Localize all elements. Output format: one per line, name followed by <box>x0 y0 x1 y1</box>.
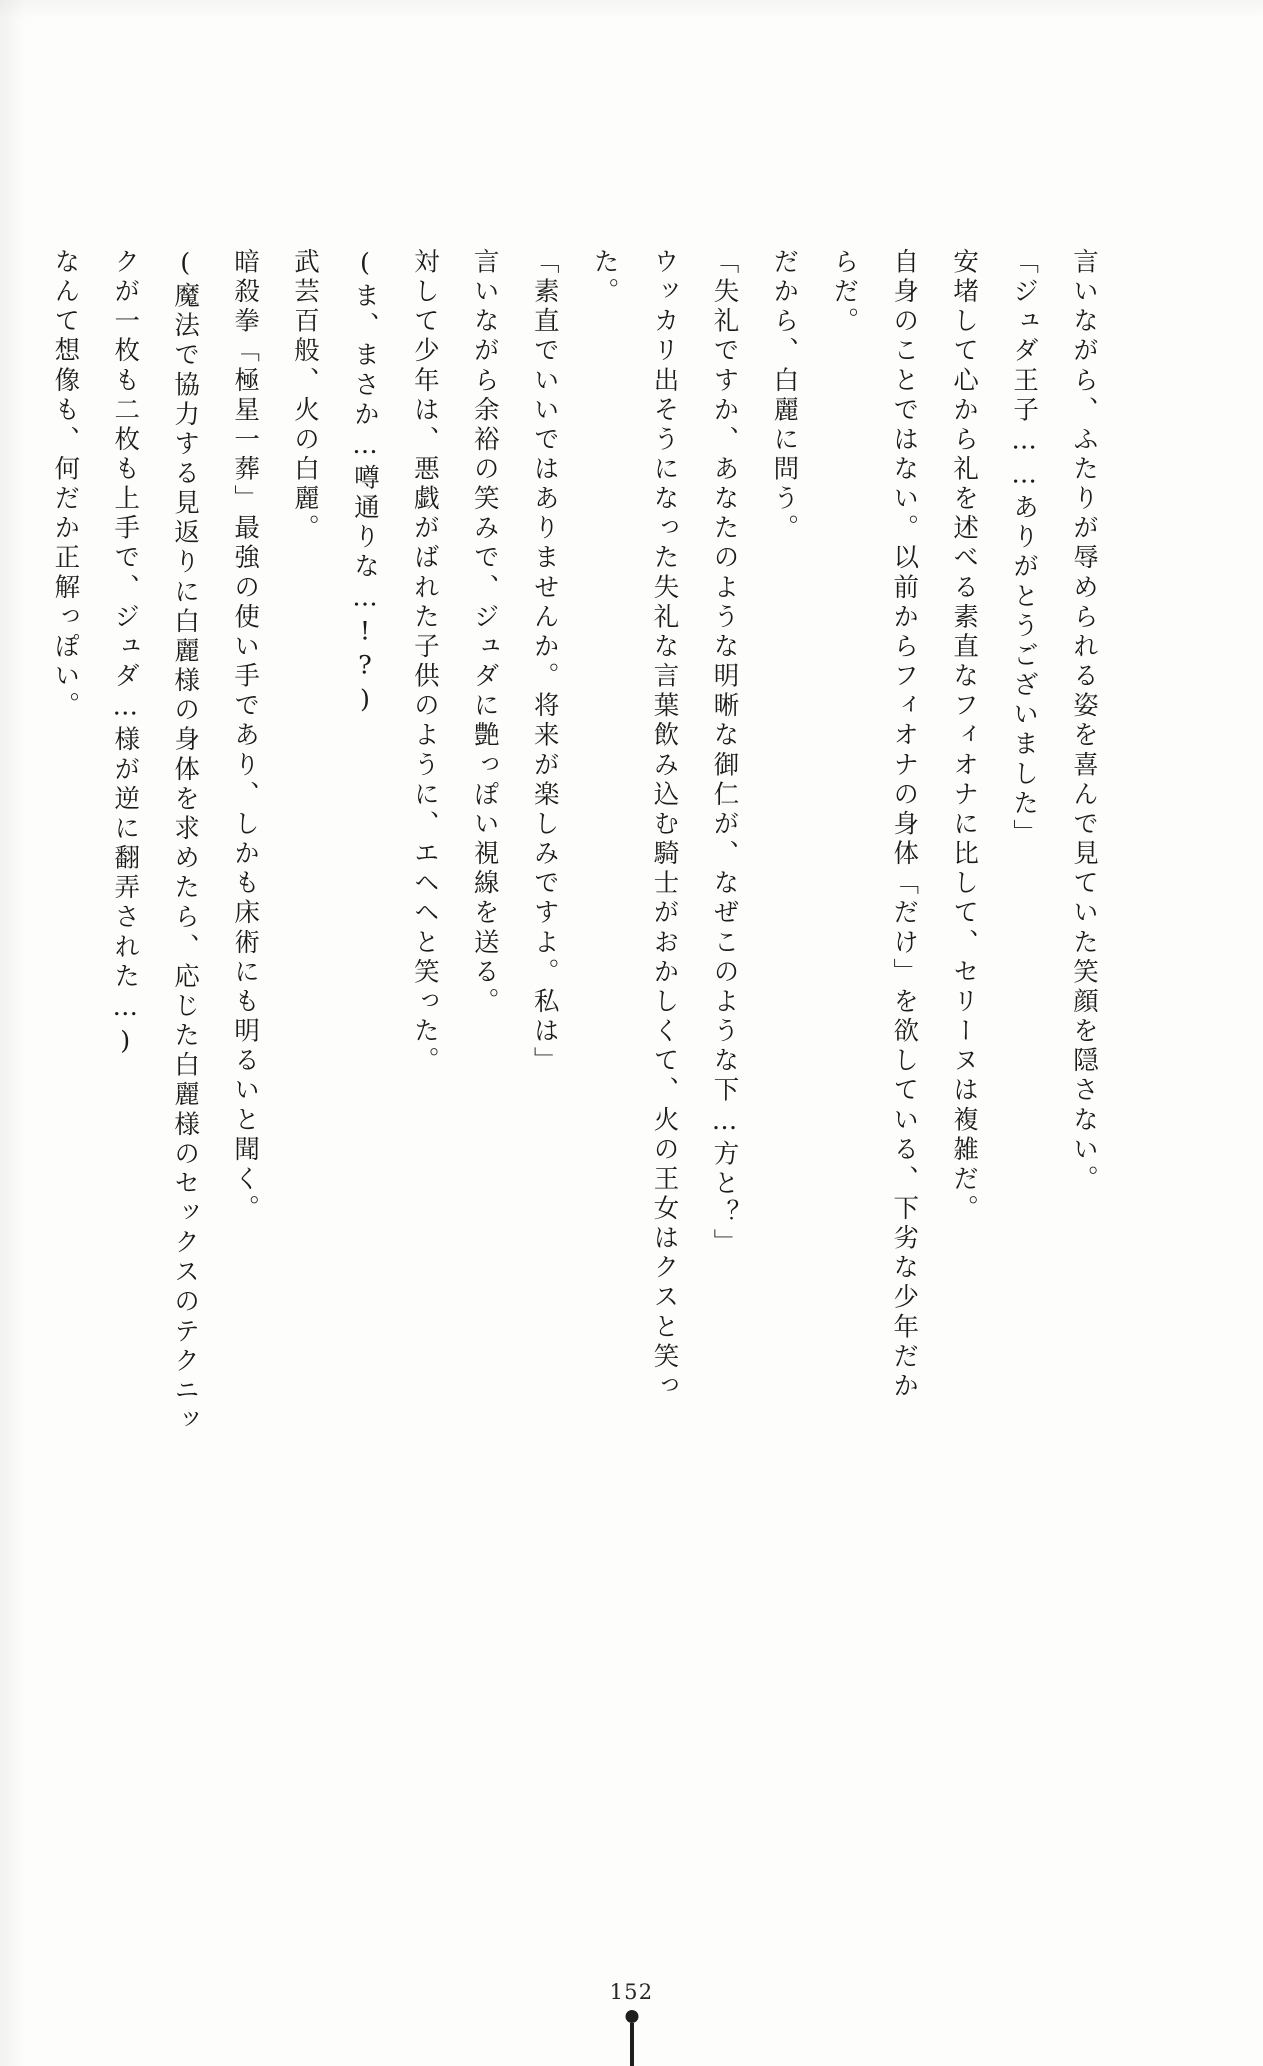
paragraph: 武芸百般、火の白麗。 <box>290 248 321 544</box>
paragraph: 「失礼ですか、あなたのような明晰な御仁が、なぜこのような下…方と？」 <box>709 248 740 1259</box>
paragraph: (魔法で協力する見返りに白麗様の身体を求めたら、応じた白麗様のセックスのテクニッ <box>170 248 201 1436</box>
paragraph: (ま、まさか…噂通りな…!?) <box>349 248 380 719</box>
paragraph: ウッカリ出そうになった失礼な言葉飲み込む騎士がおかしくて、火の王女はクスと笑っ <box>649 248 680 1402</box>
footer-mark-dot-icon <box>625 2010 638 2023</box>
paragraph: クが一枚も二枚も上手で、ジュダ…様が逆に翻弄された…) <box>110 248 141 1061</box>
paragraph: 「ジュダ王子……ありがとうございました」 <box>1009 248 1040 849</box>
paragraph: 自身のことではない。以前からフィオナの身体「だけ」を欲している、下劣な少年だか <box>889 248 920 1402</box>
page-edge-shading-top <box>0 0 1263 20</box>
paragraph: 言いながら余裕の笑みで、ジュダに艶っぽい視線を送る。 <box>469 248 500 1018</box>
paragraph: なんて想像も、何だか正解っぽい。 <box>50 248 81 722</box>
vertical-text-body <box>50 248 1113 1748</box>
footer-mark-stem-icon <box>630 2023 634 2066</box>
paragraph: 安堵して心から礼を述べる素直なフィオナに比して、セリーヌは複雑だ。 <box>949 248 980 1225</box>
paragraph: 言いながら、ふたりが辱められる姿を喜んで見ていた笑顔を隠さない。 <box>1069 248 1099 1195</box>
page-number: 152 <box>609 1980 654 2004</box>
paragraph: らだ。 <box>829 248 860 337</box>
page-footer-mark-icon <box>617 2010 647 2066</box>
page-edge-shading-left <box>0 0 26 2066</box>
paragraph: 「素直でいいではありませんか。将来が楽しみですよ。私は」 <box>529 248 560 1077</box>
paragraph: 暗殺拳「極星一葬」最強の使い手であり、しかも床術にも明るいと聞く。 <box>230 248 261 1225</box>
paragraph: だから、白麗に問う。 <box>769 248 800 544</box>
paragraph: 対して少年は、悪戯がばれた子供のように、エヘヘと笑った。 <box>409 248 440 1077</box>
paragraph: た。 <box>589 248 620 308</box>
